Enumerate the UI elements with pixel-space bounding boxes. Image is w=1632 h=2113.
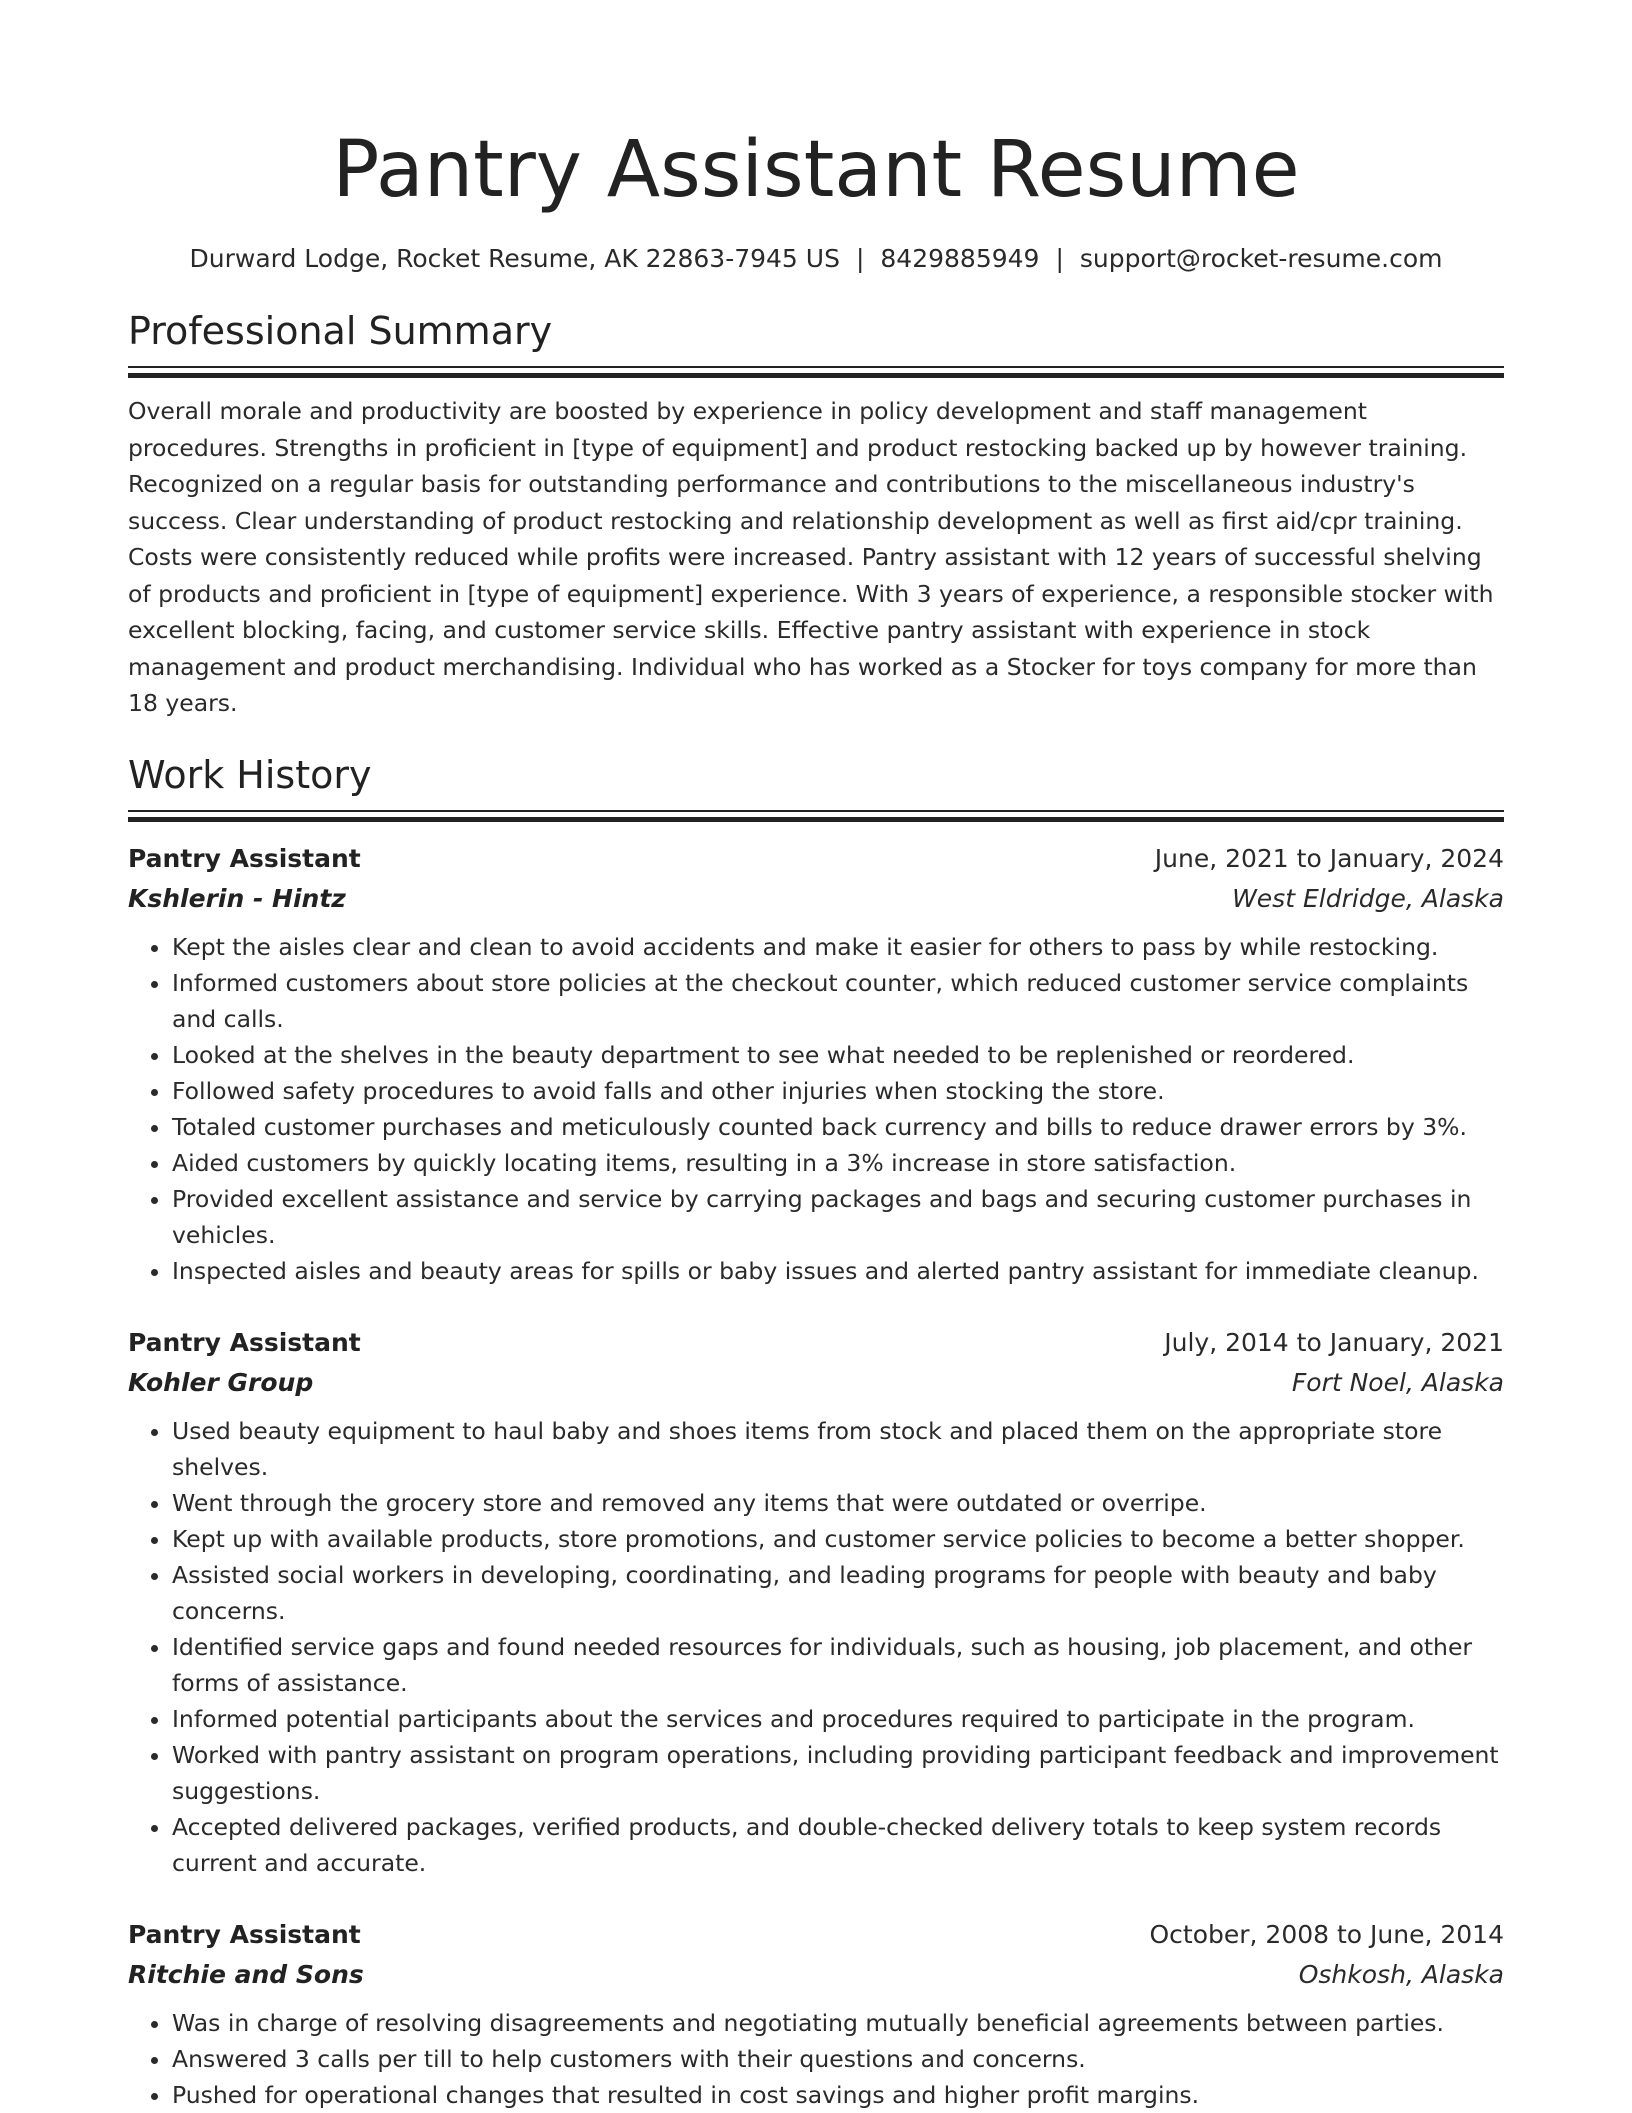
job-bullet-list	[128, 929, 1504, 1289]
job-title-row	[128, 1323, 1504, 1363]
section-divider	[128, 810, 1504, 821]
section-heading-professional-summary: Professional Summary	[128, 309, 553, 353]
job-location: West Eldridge, Alaska	[1232, 883, 1504, 913]
job-location: Oshkosh, Alaska	[1298, 1959, 1504, 1989]
job-bullet: • Pushed for operational changes that resulted in cost savings and higher profit margins.	[172, 2077, 1504, 2113]
contact-separator: |	[1055, 244, 1064, 273]
job-bullet: • Looked at the shelves in the beauty department to see what needed to be replenished or reordered.	[172, 1037, 1504, 1073]
contact-address: Durward Lodge, Rocket Resume, AK 22863-7945 US	[189, 244, 840, 273]
job-bullet: • Worked with pantry assistant on program operations, including providing participant feedback and improvement suggestions.	[172, 1737, 1504, 1809]
job-bullet: • Identified service gaps and found needed resources for individuals, such as housing, job placement, and other forms of assistance.	[172, 1629, 1504, 1701]
summary-paragraph: Overall morale and productivity are boosted by experience in policy development and staff management procedures. Strengths in proficient in [type of equipment] and product restocking backed up by however training. Recognized on a regular basis for outstanding performance and contributions to the miscellaneous industry's success. Clear understanding of product restocking and relationship development as well as first aid/cpr training. Costs were consistently reduced while profits were increased. Pantry assistant with 12 years of successful shelving of products and proficient in [type of equipment] experience. With 3 years of experience, a responsible stocker with excellent blocking, facing, and customer service skills. Effective pantry assistant with experience in stock management and product merchandising. Individual who has worked as a Stocker for toys company for more than 18 years.	[128, 397, 1494, 717]
job-dates: October, 2008 to June, 2014	[1149, 1919, 1504, 1949]
job-title: Pantry Assistant	[128, 1327, 361, 1357]
job-bullet: • Assisted social workers in developing, coordinating, and leading programs for people with beauty and baby concerns.	[172, 1557, 1504, 1629]
job-title-row	[128, 1915, 1504, 1955]
job-company-row	[128, 1955, 1504, 1995]
job-bullet: • Inspected aisles and beauty areas for spills or baby issues and alerted pantry assistant for immediate cleanup.	[172, 1253, 1504, 1289]
job-bullet-list	[128, 2005, 1504, 2113]
job-entry	[128, 1915, 1504, 2113]
job-bullet: • Kept up with available products, store promotions, and customer service policies to become a better shopper.	[172, 1521, 1504, 1557]
contact-line	[128, 242, 1504, 276]
contact-phone: 8429885949	[880, 244, 1040, 273]
section-heading-work-history: Work History	[128, 752, 372, 797]
job-company: Kohler Group	[128, 1367, 314, 1397]
job-dates: June, 2021 to January, 2024	[1154, 843, 1504, 873]
resume-page	[128, 0, 1504, 2113]
job-list	[128, 839, 1504, 2113]
section-divider	[128, 366, 1504, 377]
contact-separator: |	[855, 244, 865, 273]
job-company: Ritchie and Sons	[128, 1959, 364, 1989]
job-company-row	[128, 1363, 1504, 1403]
job-location: Fort Noel, Alaska	[1291, 1367, 1504, 1397]
work-history-section	[128, 750, 1504, 2113]
job-bullet: • Kept the aisles clear and clean to avoid accidents and make it easier for others to pass by while restocking.	[172, 929, 1504, 965]
job-bullet: • Informed potential participants about the services and procedures required to participate in the program.	[172, 1701, 1504, 1737]
job-entry	[128, 1323, 1504, 1881]
job-company-row	[128, 879, 1504, 919]
job-bullet: • Aided customers by quickly locating items, resulting in a 3% increase in store satisfaction.	[172, 1145, 1504, 1181]
job-dates: July, 2014 to January, 2021	[1164, 1327, 1504, 1357]
job-bullet: • Followed safety procedures to avoid falls and other injuries when stocking the store.	[172, 1073, 1504, 1109]
job-entry	[128, 839, 1504, 1289]
job-bullet: • Used beauty equipment to haul baby and shoes items from stock and placed them on the appropriate store shelves.	[172, 1413, 1504, 1485]
contact-email: support@rocket-resume.com	[1079, 244, 1443, 273]
job-company: Kshlerin - Hintz	[128, 883, 346, 913]
job-bullet: • Provided excellent assistance and service by carrying packages and bags and securing customer purchases in vehicles.	[172, 1181, 1504, 1253]
job-title-row	[128, 839, 1504, 879]
job-bullet: • Went through the grocery store and removed any items that were outdated or overripe.	[172, 1485, 1504, 1521]
job-title: Pantry Assistant	[128, 843, 361, 873]
job-bullet: • Answered 3 calls per till to help customers with their questions and concerns.	[172, 2041, 1504, 2077]
job-bullet: • Informed customers about store policies at the checkout counter, which reduced customer service complaints and calls.	[172, 965, 1504, 1037]
professional-summary-section	[128, 306, 1504, 722]
job-bullet: • Accepted delivered packages, verified products, and double-checked delivery totals to keep system records current and accurate.	[172, 1809, 1504, 1881]
job-title: Pantry Assistant	[128, 1919, 361, 1949]
job-bullet: • Totaled customer purchases and meticulously counted back currency and bills to reduce drawer errors by 3%.	[172, 1109, 1504, 1145]
job-bullet: • Was in charge of resolving disagreements and negotiating mutually beneficial agreements between parties.	[172, 2005, 1504, 2041]
job-bullet-list	[128, 1413, 1504, 1881]
resume-title: Pantry Assistant Resume	[332, 125, 1300, 215]
